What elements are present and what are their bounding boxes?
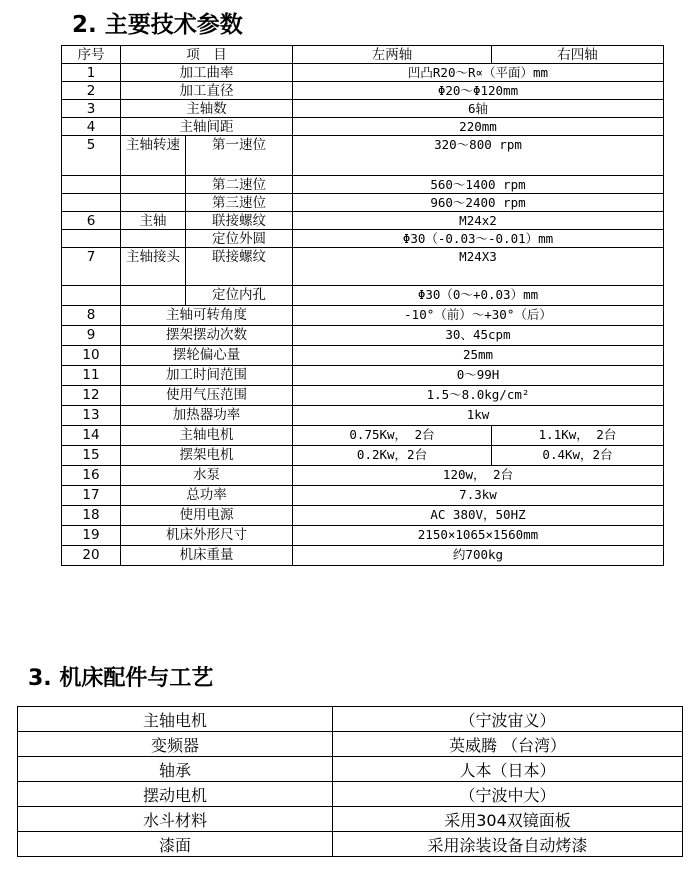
table-row bbox=[62, 526, 664, 546]
row-item: 加工时间范围 bbox=[121, 366, 293, 386]
table-row bbox=[62, 118, 664, 136]
row-no bbox=[62, 176, 121, 194]
part-name: 水斗材料 bbox=[18, 807, 333, 832]
table-row bbox=[62, 212, 664, 230]
row-right-value: 0.4Kw，2台 bbox=[492, 446, 664, 466]
row-no: 9 bbox=[62, 326, 121, 346]
row-sub-item: 第二速位 bbox=[186, 176, 293, 194]
row-sub-item: 定位外圆 bbox=[186, 230, 293, 248]
row-value: 25mm bbox=[293, 346, 664, 366]
row-value: 6轴 bbox=[293, 100, 664, 118]
row-sub-item: 定位内孔 bbox=[186, 286, 293, 306]
row-item: 主轴间距 bbox=[121, 118, 293, 136]
header-left-axis: 左两轴 bbox=[293, 46, 492, 64]
table-row bbox=[62, 366, 664, 386]
section-3-title: 3. 机床配件与工艺 bbox=[28, 666, 214, 691]
row-value: M24x2 bbox=[293, 212, 664, 230]
part-value: 采用涂装设备自动烤漆 bbox=[333, 832, 683, 857]
row-no: 6 bbox=[62, 212, 121, 230]
row-item: 加热器功率 bbox=[121, 406, 293, 426]
row-sub-item: 联接螺纹 bbox=[186, 212, 293, 230]
table-row bbox=[62, 426, 664, 446]
table-row bbox=[62, 326, 664, 346]
table-row bbox=[18, 807, 683, 832]
table-row bbox=[62, 486, 664, 506]
row-no bbox=[62, 230, 121, 248]
row-value: 凹凸R20～R∝（平面）mm bbox=[293, 64, 664, 82]
table-row bbox=[62, 346, 664, 366]
row-no: 20 bbox=[62, 546, 121, 566]
row-no: 14 bbox=[62, 426, 121, 446]
table-row bbox=[62, 230, 664, 248]
row-no: 10 bbox=[62, 346, 121, 366]
header-right-axis: 右四轴 bbox=[492, 46, 664, 64]
section-2-title: 2. 主要技术参数 bbox=[72, 12, 243, 38]
table-row bbox=[18, 707, 683, 732]
row-value: 960～2400 rpm bbox=[293, 194, 664, 212]
table-row bbox=[62, 194, 664, 212]
row-item: 主轴可转角度 bbox=[121, 306, 293, 326]
row-no: 5 bbox=[62, 136, 121, 176]
part-value: （宁波中大） bbox=[333, 782, 683, 807]
row-group bbox=[121, 176, 186, 194]
row-no: 2 bbox=[62, 82, 121, 100]
row-item: 摆架电机 bbox=[121, 446, 293, 466]
row-item: 水泵 bbox=[121, 466, 293, 486]
row-sub-item: 第一速位 bbox=[186, 136, 293, 176]
table-row bbox=[62, 306, 664, 326]
row-value: M24X3 bbox=[293, 248, 664, 286]
part-value: 采用304双镜面板 bbox=[333, 807, 683, 832]
row-no: 18 bbox=[62, 506, 121, 526]
row-value: 2150×1065×1560mm bbox=[293, 526, 664, 546]
row-value: AC 380V，50HZ bbox=[293, 506, 664, 526]
row-item: 主轴数 bbox=[121, 100, 293, 118]
row-value: -10°（前）～+30°（后） bbox=[293, 306, 664, 326]
row-item: 机床重量 bbox=[121, 546, 293, 566]
parts-table bbox=[17, 706, 683, 857]
part-value: （宁波宙义） bbox=[333, 707, 683, 732]
table-row bbox=[18, 832, 683, 857]
row-no: 1 bbox=[62, 64, 121, 82]
row-value: 约700kg bbox=[293, 546, 664, 566]
row-value: 320～800 rpm bbox=[293, 136, 664, 176]
table-row bbox=[62, 136, 664, 176]
row-value: 7.3kw bbox=[293, 486, 664, 506]
table-row bbox=[62, 82, 664, 100]
row-no: 19 bbox=[62, 526, 121, 546]
row-no: 4 bbox=[62, 118, 121, 136]
row-value: 30、45cpm bbox=[293, 326, 664, 346]
row-no bbox=[62, 286, 121, 306]
table-row bbox=[62, 248, 664, 286]
part-name: 轴承 bbox=[18, 757, 333, 782]
table-header-row bbox=[62, 46, 664, 64]
row-value: 120w， 2台 bbox=[293, 466, 664, 486]
part-value: 人本（日本） bbox=[333, 757, 683, 782]
part-name: 变频器 bbox=[18, 732, 333, 757]
table-row bbox=[18, 782, 683, 807]
row-no: 13 bbox=[62, 406, 121, 426]
row-value: 1kw bbox=[293, 406, 664, 426]
row-value: 0～99H bbox=[293, 366, 664, 386]
row-group bbox=[121, 194, 186, 212]
row-group: 主轴转速 bbox=[121, 136, 186, 176]
table-row bbox=[18, 757, 683, 782]
header-item: 项 目 bbox=[121, 46, 293, 64]
row-item: 使用电源 bbox=[121, 506, 293, 526]
row-value: Φ30（0～+0.03）mm bbox=[293, 286, 664, 306]
spec-table bbox=[61, 45, 664, 566]
row-no: 11 bbox=[62, 366, 121, 386]
row-no: 7 bbox=[62, 248, 121, 286]
row-sub-item: 联接螺纹 bbox=[186, 248, 293, 286]
row-no: 15 bbox=[62, 446, 121, 466]
header-no: 序号 bbox=[62, 46, 121, 64]
row-group bbox=[121, 230, 186, 248]
row-no: 8 bbox=[62, 306, 121, 326]
table-row bbox=[62, 506, 664, 526]
row-item: 主轴电机 bbox=[121, 426, 293, 446]
part-name: 主轴电机 bbox=[18, 707, 333, 732]
table-row bbox=[62, 176, 664, 194]
row-item: 加工直径 bbox=[121, 82, 293, 100]
part-value: 英威腾 （台湾） bbox=[333, 732, 683, 757]
table-row bbox=[62, 100, 664, 118]
table-row bbox=[62, 406, 664, 426]
row-right-value: 1.1Kw， 2台 bbox=[492, 426, 664, 446]
row-value: 1.5～8.0kg/cm² bbox=[293, 386, 664, 406]
row-no bbox=[62, 194, 121, 212]
row-group bbox=[121, 286, 186, 306]
row-group: 主轴接头 bbox=[121, 248, 186, 286]
row-left-value: 0.2Kw，2台 bbox=[293, 446, 492, 466]
row-no: 16 bbox=[62, 466, 121, 486]
table-row bbox=[62, 466, 664, 486]
table-row bbox=[62, 546, 664, 566]
row-no: 3 bbox=[62, 100, 121, 118]
row-item: 总功率 bbox=[121, 486, 293, 506]
table-row bbox=[18, 732, 683, 757]
row-no: 17 bbox=[62, 486, 121, 506]
table-row bbox=[62, 446, 664, 466]
row-no: 12 bbox=[62, 386, 121, 406]
table-row bbox=[62, 286, 664, 306]
row-value: 220mm bbox=[293, 118, 664, 136]
row-sub-item: 第三速位 bbox=[186, 194, 293, 212]
row-left-value: 0.75Kw， 2台 bbox=[293, 426, 492, 446]
row-item: 摆架摆动次数 bbox=[121, 326, 293, 346]
row-item: 加工曲率 bbox=[121, 64, 293, 82]
row-value: Φ30（-0.03～-0.01）mm bbox=[293, 230, 664, 248]
row-value: Φ20～Φ120mm bbox=[293, 82, 664, 100]
row-item: 摆轮偏心量 bbox=[121, 346, 293, 366]
row-item: 使用气压范围 bbox=[121, 386, 293, 406]
table-row bbox=[62, 64, 664, 82]
row-value: 560～1400 rpm bbox=[293, 176, 664, 194]
table-row bbox=[62, 386, 664, 406]
part-name: 摆动电机 bbox=[18, 782, 333, 807]
row-group: 主轴 bbox=[121, 212, 186, 230]
part-name: 漆面 bbox=[18, 832, 333, 857]
row-item: 机床外形尺寸 bbox=[121, 526, 293, 546]
